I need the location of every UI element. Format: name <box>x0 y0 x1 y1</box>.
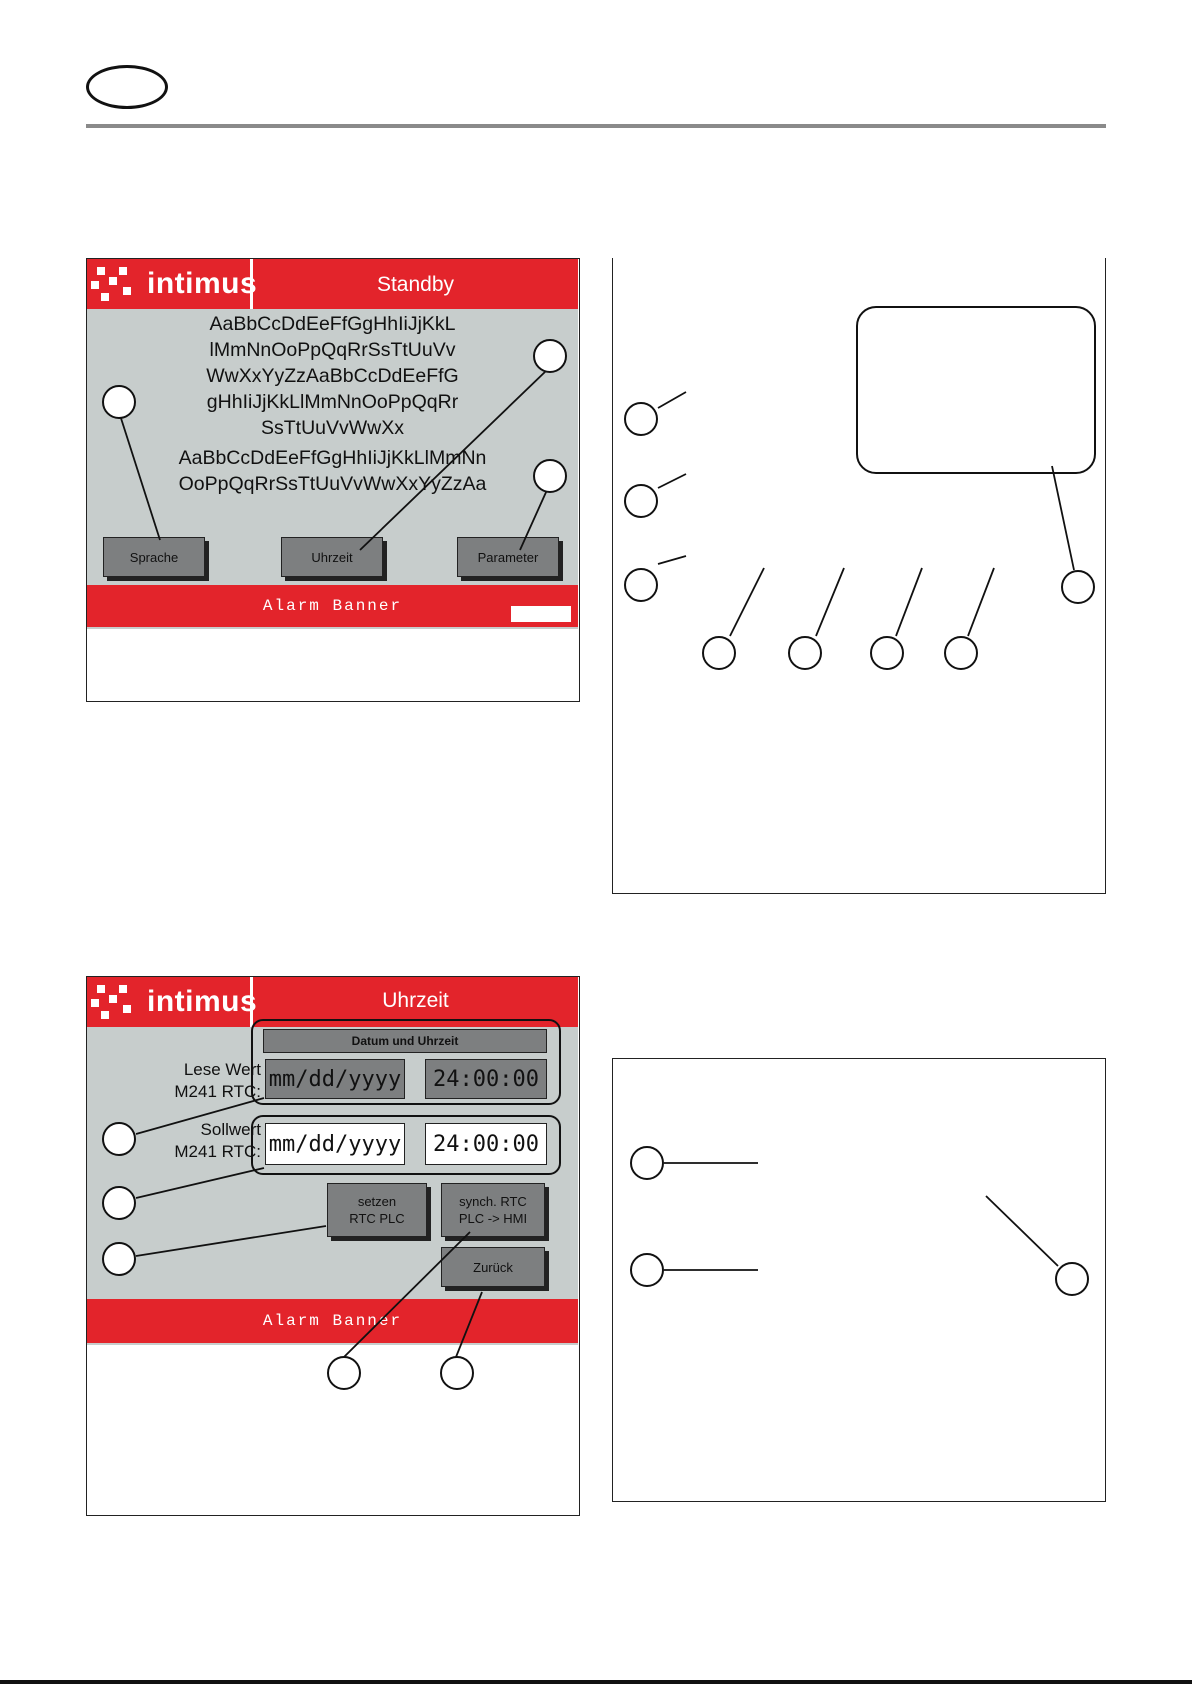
callout-circle <box>624 402 658 436</box>
font-sample-2: AaBbCcDdEeFfGgHhIiJjKkLlMmNn OoPpQqRrSsTtUuVvWwXxYyZzAa <box>178 447 487 495</box>
callout-circle <box>624 568 658 602</box>
callout-circle <box>702 636 736 670</box>
zurueck-button[interactable]: Zurück <box>441 1247 545 1287</box>
callout-circle <box>533 459 567 493</box>
datum-uhrzeit-header: Datum und Uhrzeit <box>263 1029 547 1053</box>
uhrzeit-button[interactable]: Uhrzeit <box>281 537 383 577</box>
callout-circle <box>788 636 822 670</box>
alarm-text: Alarm Banner <box>262 597 403 615</box>
screen-title: Standby <box>376 273 455 296</box>
sprache-button[interactable]: Sprache <box>103 537 205 577</box>
callout-circle <box>630 1146 664 1180</box>
read-time-field: 24:00:00 <box>425 1059 547 1099</box>
callout-circle <box>102 1242 136 1276</box>
callout-circle <box>327 1356 361 1390</box>
lese-wert-label: Lese Wert M241 RTC: <box>174 1060 261 1101</box>
synch-rtc-button[interactable]: synch. RTC PLC -> HMI <box>441 1183 545 1237</box>
callout-circle <box>624 484 658 518</box>
set-time-field[interactable]: 24:00:00 <box>425 1123 547 1165</box>
callout-circle <box>944 636 978 670</box>
setzen-rtc-plc-button[interactable]: setzen RTC PLC <box>327 1183 427 1237</box>
callout-circle <box>440 1356 474 1390</box>
set-date-field[interactable]: mm/dd/yyyy <box>265 1123 405 1165</box>
alarm-text: Alarm Banner <box>262 1312 403 1330</box>
sollwert-label: Sollwert M241 RTC: <box>174 1120 261 1161</box>
parameter-button[interactable]: Parameter <box>457 537 559 577</box>
font-sample-1: AaBbCcDdEeFfGgHhIiJjKkL lMmNnOoPpQqRrSsTtUuVv WwXxYyZzAaBbCcDdEeFfG gHhIiJjKkLlMmNnOoPpQqRr SsTtUuVvWwXx <box>206 313 459 439</box>
callout-circle <box>102 1186 136 1220</box>
callout-circle <box>102 385 136 419</box>
intimus-logo: intimus <box>147 985 258 1018</box>
callout-circle <box>870 636 904 670</box>
callout-circle <box>1055 1262 1089 1296</box>
callout-circle <box>630 1253 664 1287</box>
callout-circle <box>102 1122 136 1156</box>
intimus-logo: intimus <box>147 267 258 300</box>
footer-rule <box>0 1680 1192 1684</box>
callout-circle <box>1061 570 1095 604</box>
read-date-field: mm/dd/yyyy <box>265 1059 405 1099</box>
screen-title: Uhrzeit <box>382 989 449 1012</box>
callout-circle <box>533 339 567 373</box>
